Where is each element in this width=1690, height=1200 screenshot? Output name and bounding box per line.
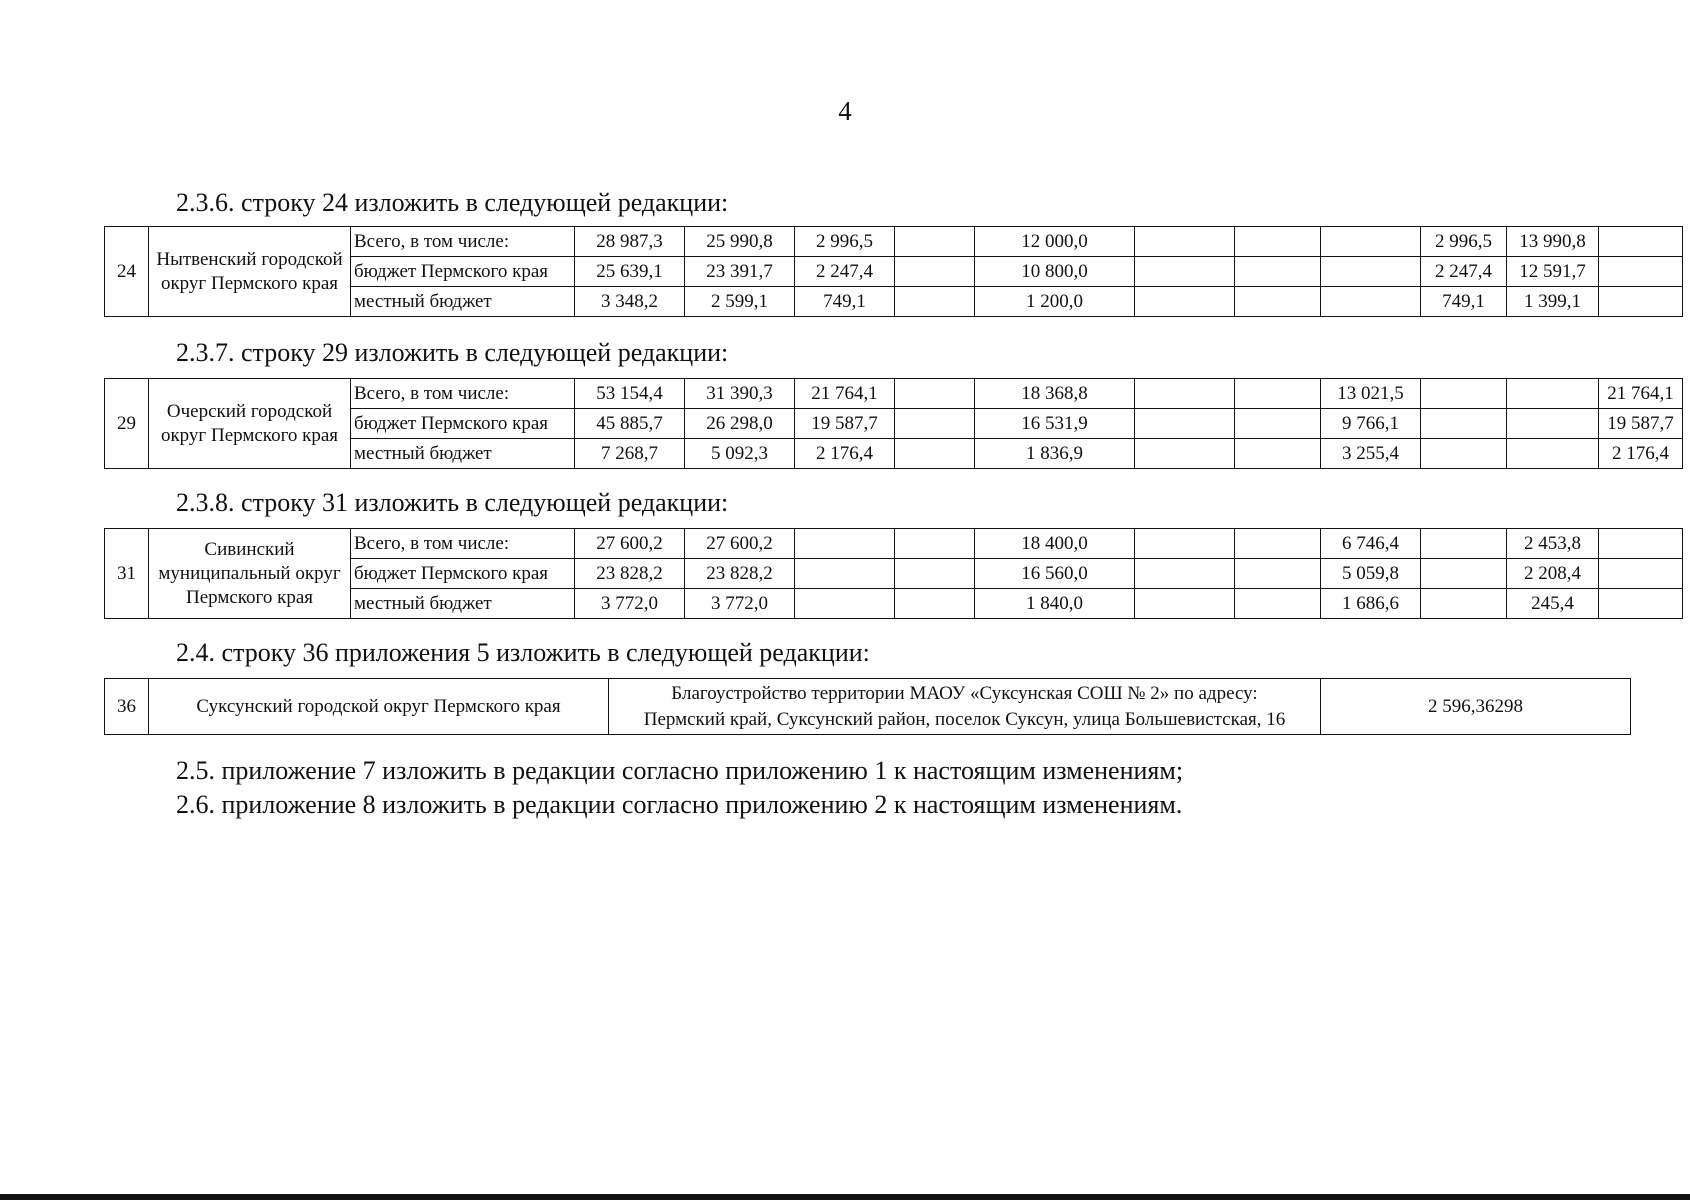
table-cell: 5 092,3	[685, 439, 795, 469]
table-cell	[795, 559, 895, 589]
table-cell: 5 059,8	[1321, 559, 1421, 589]
district-name: Сивинский муниципальный округ Пермского края	[149, 529, 351, 619]
table-row	[105, 227, 1683, 257]
paragraph-2-5: 2.5. приложение 7 изложить в редакции согласно приложению 1 к настоящим изменениям;	[176, 756, 1184, 785]
row-label: местный бюджет	[351, 287, 575, 317]
table-cell: 16 560,0	[975, 559, 1135, 589]
table-cell	[795, 529, 895, 559]
table-cell: 2 208,4	[1507, 559, 1599, 589]
table-cell	[895, 409, 975, 439]
appendix-table-row-36	[104, 678, 1631, 735]
row-label: местный бюджет	[351, 439, 575, 469]
table-cell: 45 885,7	[575, 409, 685, 439]
table-cell	[1135, 257, 1235, 287]
table-cell	[895, 529, 975, 559]
table-row	[105, 379, 1683, 409]
paragraph-2-6: 2.6. приложение 8 изложить в редакции согласно приложению 2 к настоящим изменениям.	[176, 790, 1183, 819]
district-name: Очерский городской округ Пермского края	[149, 379, 351, 469]
table-cell	[895, 257, 975, 287]
table-cell: 10 800,0	[975, 257, 1135, 287]
table-cell	[1321, 227, 1421, 257]
table-cell: 25 639,1	[575, 257, 685, 287]
table-cell: 6 746,4	[1321, 529, 1421, 559]
row-label: местный бюджет	[351, 589, 575, 619]
table-cell: 1 686,6	[1321, 589, 1421, 619]
table-row	[105, 529, 1683, 559]
table-cell: 23 828,2	[575, 559, 685, 589]
table-cell	[1421, 439, 1507, 469]
table-row	[105, 679, 1631, 735]
table-cell: 1 200,0	[975, 287, 1135, 317]
description-line: Пермский край, Суксунский район, поселок Суксун, улица Большевистская, 16	[643, 708, 1286, 730]
row-label: бюджет Пермского края	[351, 409, 575, 439]
table-cell	[1135, 439, 1235, 469]
table-cell: 19 587,7	[1599, 409, 1683, 439]
table-cell: 31 390,3	[685, 379, 795, 409]
table-cell	[895, 227, 975, 257]
district-name: Суксунский городской округ Пермского края	[149, 679, 609, 735]
table-cell: 2 453,8	[1507, 529, 1599, 559]
row-label: Всего, в том числе:	[351, 379, 575, 409]
table-cell	[1507, 379, 1599, 409]
table-cell	[1599, 227, 1683, 257]
table-cell: 12 591,7	[1507, 257, 1599, 287]
table-cell	[1235, 227, 1321, 257]
table-cell: 3 348,2	[575, 287, 685, 317]
table-cell	[1421, 529, 1507, 559]
table-cell	[1321, 257, 1421, 287]
table-cell: 21 764,1	[1599, 379, 1683, 409]
table-cell: 749,1	[1421, 287, 1507, 317]
table-cell	[1507, 439, 1599, 469]
row-label: Всего, в том числе:	[351, 227, 575, 257]
table-cell: 23 391,7	[685, 257, 795, 287]
table-cell: 3 772,0	[685, 589, 795, 619]
table-cell	[1421, 589, 1507, 619]
table-cell: 27 600,2	[685, 529, 795, 559]
row-label: Всего, в том числе:	[351, 529, 575, 559]
table-cell	[795, 589, 895, 619]
table-cell: 2 176,4	[795, 439, 895, 469]
table-cell: 13 990,8	[1507, 227, 1599, 257]
table-cell	[1235, 559, 1321, 589]
table-cell: 1 836,9	[975, 439, 1135, 469]
budget-table-row-31	[104, 528, 1683, 619]
table-cell	[895, 439, 975, 469]
table-cell	[1421, 559, 1507, 589]
budget-table-row-24	[104, 226, 1683, 317]
row-number: 29	[105, 379, 149, 469]
table-cell: 18 368,8	[975, 379, 1135, 409]
table-cell: 1 840,0	[975, 589, 1135, 619]
table-cell	[1235, 439, 1321, 469]
table-cell: 53 154,4	[575, 379, 685, 409]
table-cell: 2 176,4	[1599, 439, 1683, 469]
table-cell	[1135, 559, 1235, 589]
table-cell	[1135, 529, 1235, 559]
budget-table-row-29	[104, 378, 1683, 469]
amount-value: 2 596,36298	[1321, 679, 1631, 735]
table-cell: 21 764,1	[795, 379, 895, 409]
table-cell	[1235, 529, 1321, 559]
table-cell: 3 255,4	[1321, 439, 1421, 469]
row-number: 24	[105, 227, 149, 317]
table-cell	[1599, 257, 1683, 287]
scan-edge-line	[0, 1194, 1690, 1200]
table-cell: 18 400,0	[975, 529, 1135, 559]
table-cell: 16 531,9	[975, 409, 1135, 439]
table-cell: 28 987,3	[575, 227, 685, 257]
table-cell	[1135, 589, 1235, 619]
section-heading-24: 2.3.6. строку 24 изложить в следующей редакции:	[176, 188, 729, 217]
table-cell	[1135, 379, 1235, 409]
table-cell	[1135, 227, 1235, 257]
table-cell	[1421, 379, 1507, 409]
table-cell: 2 247,4	[1421, 257, 1507, 287]
table-cell: 2 599,1	[685, 287, 795, 317]
table-cell	[895, 559, 975, 589]
table-cell: 27 600,2	[575, 529, 685, 559]
table-cell	[895, 379, 975, 409]
table-cell: 245,4	[1507, 589, 1599, 619]
table-cell: 3 772,0	[575, 589, 685, 619]
table-cell	[1321, 287, 1421, 317]
table-cell	[1507, 409, 1599, 439]
table-cell	[1235, 257, 1321, 287]
table-cell: 12 000,0	[975, 227, 1135, 257]
district-name: Нытвенский городской округ Пермского края	[149, 227, 351, 317]
table-cell: 749,1	[795, 287, 895, 317]
table-cell: 2 247,4	[795, 257, 895, 287]
table-cell	[1599, 589, 1683, 619]
table-cell: 23 828,2	[685, 559, 795, 589]
description-line: Благоустройство территории МАОУ «Суксунская СОШ № 2» по адресу:	[671, 682, 1258, 704]
section-heading-29: 2.3.7. строку 29 изложить в следующей редакции:	[176, 338, 729, 367]
table-cell	[1599, 287, 1683, 317]
table-cell: 2 996,5	[795, 227, 895, 257]
section-heading-31: 2.3.8. строку 31 изложить в следующей редакции:	[176, 488, 729, 517]
row-label: бюджет Пермского края	[351, 559, 575, 589]
project-description	[609, 679, 1321, 735]
table-cell: 7 268,7	[575, 439, 685, 469]
row-number: 36	[105, 679, 149, 735]
table-cell	[1235, 409, 1321, 439]
table-cell	[1135, 287, 1235, 317]
table-cell	[895, 287, 975, 317]
table-cell	[1421, 409, 1507, 439]
table-cell: 25 990,8	[685, 227, 795, 257]
table-cell	[1599, 559, 1683, 589]
appendix-heading: 2.4. строку 36 приложения 5 изложить в следующей редакции:	[176, 638, 870, 667]
table-cell	[1235, 589, 1321, 619]
table-cell	[1135, 409, 1235, 439]
table-cell	[895, 589, 975, 619]
table-cell: 19 587,7	[795, 409, 895, 439]
table-cell: 9 766,1	[1321, 409, 1421, 439]
table-cell: 2 996,5	[1421, 227, 1507, 257]
table-cell: 26 298,0	[685, 409, 795, 439]
row-label: бюджет Пермского края	[351, 257, 575, 287]
page-number: 4	[838, 96, 852, 126]
table-cell	[1235, 379, 1321, 409]
table-cell	[1599, 529, 1683, 559]
table-cell: 1 399,1	[1507, 287, 1599, 317]
table-cell	[1235, 287, 1321, 317]
row-number: 31	[105, 529, 149, 619]
table-cell: 13 021,5	[1321, 379, 1421, 409]
